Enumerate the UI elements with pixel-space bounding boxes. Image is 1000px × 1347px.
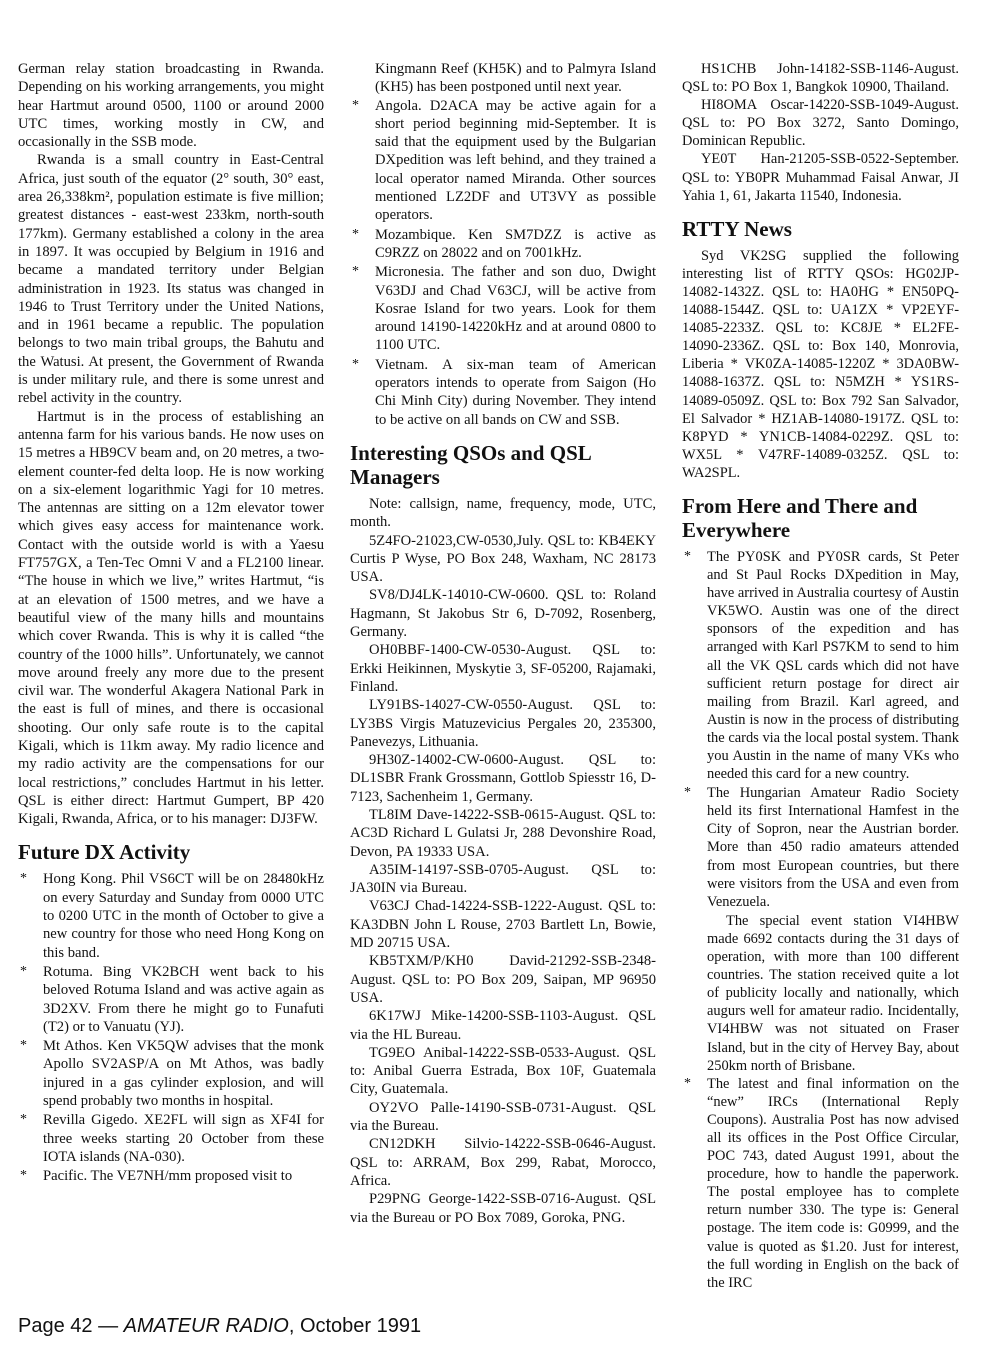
column-1 — [18, 60, 324, 1187]
list-item: * Hong Kong. Phil VS6CT will be on 28480kHz on every Saturday and Sunday from 0000 UTC to 0200 UTC in the month of October to give a new country for those who need Hong Kong on this band. — [20, 871, 324, 961]
qsl-entry: V63CJ Chad-14224-SSB-1222-August. QSL to: KA3DBN John L Rouse, 2703 Bartlett Ln, Bowie, MD 20715 USA. — [350, 898, 656, 952]
column-3 — [682, 60, 959, 1293]
qsl-entry: HI8OMA Oscar-14220-SSB-1049-August. QSL to: PO Box 3272, Santo Domingo, Dominican Republic. — [682, 97, 959, 150]
qsl-entry: SV8/DJ4LK-14010-CW-0600. QSL to: Roland Hagmann, St Jakobus Str 6, D-7092, Rosenberg, Germany. — [350, 587, 656, 641]
list-item: * The Hungarian Amateur Radio Society held its first International Hamfest in the City of Sopron, near the Austrian border. More than 450 radio amateurs attended from most European countries, but there were visitors from the USA and even from Venezuela. — [684, 785, 959, 910]
qsl-entry: TL8IM Dave-14222-SSB-0615-August. QSL to: AC3D Richard L Gulatsi Jr, 288 Devonshire Road, Devon, PA 19333 USA. — [350, 806, 656, 860]
list-item: * The PY0SK and PY0SR cards, St Peter and St Paul Rocks DXpedition in May, have arrived in Australia courtesy of Austin VK5WO. Austin was one of the direct sponsors of the expedition and has arranged with Karl PS7KM to send to him all the VK QSL cards which did not have sufficient return postage for direct air mailing from Brazil. Karl agreed, and Austin is now in the process of distributing the cards via the local postal system. Thank you Austin in the name of many VKs who needed this card for a new country. — [684, 548, 959, 783]
qsl-entry: LY91BS-14027-CW-0550-August. QSL to: LY3BS Virgis Matuzevicius Pergales 20, 235300, Panevezys, Lithuania. — [350, 697, 656, 750]
qsl-entry: HS1CHB John-14182-SSB-1146-August. QSL to: PO Box 1, Bangkok 10900, Thailand. — [682, 61, 959, 96]
footer-magazine-title: AMATEUR RADIO — [123, 1315, 289, 1337]
qsl-entry: A35IM-14197-SSB-0705-August. QSL to: JA30IN via Bureau. — [350, 861, 656, 897]
list-item-continuation: The special event station VI4HBW made 6692 contacts during the 31 days of operation, with more than 100 different countries. The station received quite a lot of publicity locally and nationally, which augurs well for amateur radio. Incidentally, VI4HBW was not situated on Fraser Island, but in the city of Hervey Bay, about 250km north of Brisbane. — [707, 912, 959, 1074]
section-heading-qsl-managers: Interesting QSOs and QSL Managers — [350, 440, 591, 489]
list-item: * Revilla Gigedo. XE2FL will sign as XF4I for three weeks starting 20 October from these IOTA islands (NA-030). — [20, 1112, 324, 1165]
qsl-entry: 9H30Z-14002-CW-0600-August. QSL to: DL1SBR Frank Grossmann, Gottlob Spiesstr 16, D-7123, Sachenheim 1, Germany. — [350, 752, 656, 805]
footer-date: , October 1991 — [288, 1315, 422, 1337]
qsl-entry: TG9EO Anibal-14222-SSB-0533-August. QSL to: Anibal Guerra Estrada, Box 10F, Guatemala City, Guatemala. — [350, 1044, 656, 1098]
paragraph: German relay station broadcasting in Rwanda. Depending on his working arrangements, you might hear Hartmut around 0500, 1100 or around 2000 UTC times, working mostly in CW, and occasionally in the SSB mode. — [18, 61, 324, 151]
qsl-entry: CN12DKH Silvio-14222-SSB-0646-August. QSL to: ARRAM, Box 299, Rabat, Morocco, Africa. — [350, 1136, 656, 1189]
section-heading-future-dx: Future DX Activity — [18, 840, 191, 865]
qsl-entry: 6K17WJ Mike-14200-SSB-1103-August. QSL via the HL Bureau. — [350, 1008, 656, 1043]
future-dx-list-continued — [350, 97, 656, 429]
asterisk-bullet-icon: * — [20, 1168, 27, 1184]
asterisk-bullet-icon: * — [684, 1075, 691, 1091]
here-and-there-list-2 — [682, 1075, 959, 1292]
page-footer — [18, 1314, 421, 1338]
asterisk-bullet-icon: * — [20, 1038, 27, 1054]
here-and-there-list — [682, 548, 959, 911]
list-item: * Rotuma. Bing VK2BCH went back to his beloved Rotuma Island and was active again as 3D2XV. From there he might go to Funafuti (T2) or to Vanuatu (YJ). — [20, 963, 324, 1035]
qsl-entry: P29PNG George-1422-SSB-0716-August. QSL via the Bureau or PO Box 7089, Goroka, PNG. — [350, 1191, 656, 1226]
section-heading-here-and-there: From Here and There and Everywhere — [682, 493, 918, 542]
list-item: * Mozambique. Ken SM7DZZ is active as C9RZZ on 28022 and on 7001kHz. — [352, 226, 656, 261]
list-item-continuation: Kingmann Reef (KH5K) and to Palmyra Island (KH5) has been postponed until next year. — [375, 61, 656, 96]
asterisk-bullet-icon: * — [20, 963, 27, 979]
list-item: * Micronesia. The father and son duo, Dwight V63DJ and Chad V63CJ, will be active from Kosrae Island for two years. Look for them around 14190-14220kHz and at around 0800 to 1100 UTC. — [352, 264, 656, 354]
rtty-paragraph: Syd VK2SG supplied the following interesting list of RTTY QSOs: HG02JP-14082-1432Z. QSL to: HA0HG * EN50PQ-14088-1544Z. QSL to: UA1ZX * VP2EYF-14085-2233Z. QSL to: KC8JE * EL2FE-14090-2336Z. QSL to: Box 140, Monrovia, Liberia * VK0ZA-14085-1220Z * 3DA0BW-14088-1637Z. QSL to: N5MZH * YS1RS-14089-0509Z. QSL to: Box 792 San Salvador, El Salvador * HZ1AB-14080-1917Z. QSL to: K8PYD * YN1CB-14084-0229Z. QSL to: WX5L * V47RF-14089-0325Z. QSL to: WA2SPL. — [682, 247, 959, 481]
section-heading-rtty-news: RTTY News — [682, 216, 792, 241]
list-item: * The latest and final information on the “new” IRCs (International Reply Coupons). Australia Post has now advised all its offices in the Post Office Circular, POC 743, dated August 1991, about the procedure, how to handle the paperwork. The postal employee has to complete return number 330. The type is: General postage. The item code is: G0999, and the value is quoted as $1.20. Just for interest, the full wording in English on the back of the IRC — [684, 1075, 959, 1291]
asterisk-bullet-icon: * — [352, 264, 359, 280]
qsl-entry: KB5TXM/P/KH0 David-21292-SSB-2348-August. QSL to: PO Box 209, Saipan, MP 96950 USA. — [350, 953, 656, 1006]
note: Note: callsign, name, frequency, mode, UTC, month. — [350, 495, 656, 531]
qsl-entry: 5Z4FO-21023,CW-0530,July. QSL to: KB4EKY Curtis P Wyse, PO Box 248, Waxham, NC 28173 USA. — [350, 532, 656, 586]
paragraph: Hartmut is in the process of establishing an antenna farm for his various bands. He now uses on 15 metres a HB9CV beam and, on 20 metres, a two-element counter-fed delta loop. He is now working on a six-element logarithmic Yagi for 10 metres. The antennas are sitting on a 12m elevator tower which gives easy access for maintenance work. Contact with the outside world is with a Yaesu FT757GX, a Ten-Tec Omni V and a FL2100 linear. “The house in which we live,” writes Hartmut, “is at an elevation of 1500 metres, and we have a beautiful view of the many hills and mountains which cover Rwanda. This is why it is called “the country of the 1000 hills”. Unfortunately, we cannot move around freely any more due to the present civil war. The wonderful Akagera National Park in the east is full of mines, and there is occasional shooting. Our only safe route is to the capital Kigali, which is 11km away. My radio licence and my radio activity are the compensations for our local restrictions,” concludes Hartmut in his letter. QSL is either direct: Hartmut Gumpert, BP 420 Kigali, Rwanda, Africa, or to his manager: DJ3FW. — [18, 408, 324, 828]
list-item: * Vietnam. A six-man team of American operators intends to operate from Saigon (Ho Chi Minh City) during November. They intend to be active on all bands on CW and SSB. — [352, 356, 656, 428]
qsl-entry: OH0BBF-1400-CW-0530-August. QSL to: Erkki Heikinnen, Myskytie 3, SF-05200, Rajamaki, Finland. — [350, 642, 656, 695]
column-2 — [350, 60, 656, 1227]
qsl-entry: YE0T Han-21205-SSB-0522-September. QSL to: YB0PR Muhammad Faisal Anwar, JI Yahia 1, 61, Jakarta 11540, Indonesia. — [682, 151, 959, 204]
list-item: * Angola. D2ACA may be active again for a short period beginning mid-September. It is said that the equipment used by the Bulgarian DXpedition was left behind, and they trained a local operator named Miranda. Other sources mentioned LZ2DF and UT3VY as possible operators. — [352, 97, 656, 224]
asterisk-bullet-icon: * — [352, 356, 359, 372]
asterisk-bullet-icon: * — [684, 785, 691, 801]
asterisk-bullet-icon: * — [352, 226, 359, 242]
asterisk-bullet-icon: * — [20, 871, 27, 887]
footer-page-number: Page 42 — — [18, 1315, 124, 1337]
future-dx-list — [18, 870, 324, 1185]
asterisk-bullet-icon: * — [20, 1112, 27, 1128]
list-item: * Mt Athos. Ken VK5QW advises that the monk Apollo SV2ASP/A on Mt Athos, was badly injured in a gas cylinder explosion, and will spend probably two months in hospital. — [20, 1038, 324, 1110]
asterisk-bullet-icon: * — [352, 97, 359, 113]
paragraph: Rwanda is a small country in East-Central Africa, just south of the equator (2° south, 30° east, area 26,338km², population estimate is five million; greatest distances - east-west 233km, north-south 177km). Germany established a colony in the area in 1897. It was occupied by Belgium in 1916 and became a mandated territory under Belgian administration in 1923. Its status was changed in 1946 to Trust Territory under the United Nations, and in 1961 became a republic. The population belongs to two main tribal groups, the Bahutu and the Watusi. At present, the Government of Rwanda is under military rule, and there is some unrest and rebel activity in the country. — [18, 152, 324, 407]
qsl-entry: OY2VO Palle-14190-SSB-0731-August. QSL via the Bureau. — [350, 1099, 656, 1135]
list-item: * Pacific. The VE7NH/mm proposed visit to — [20, 1168, 293, 1185]
asterisk-bullet-icon: * — [684, 548, 691, 564]
